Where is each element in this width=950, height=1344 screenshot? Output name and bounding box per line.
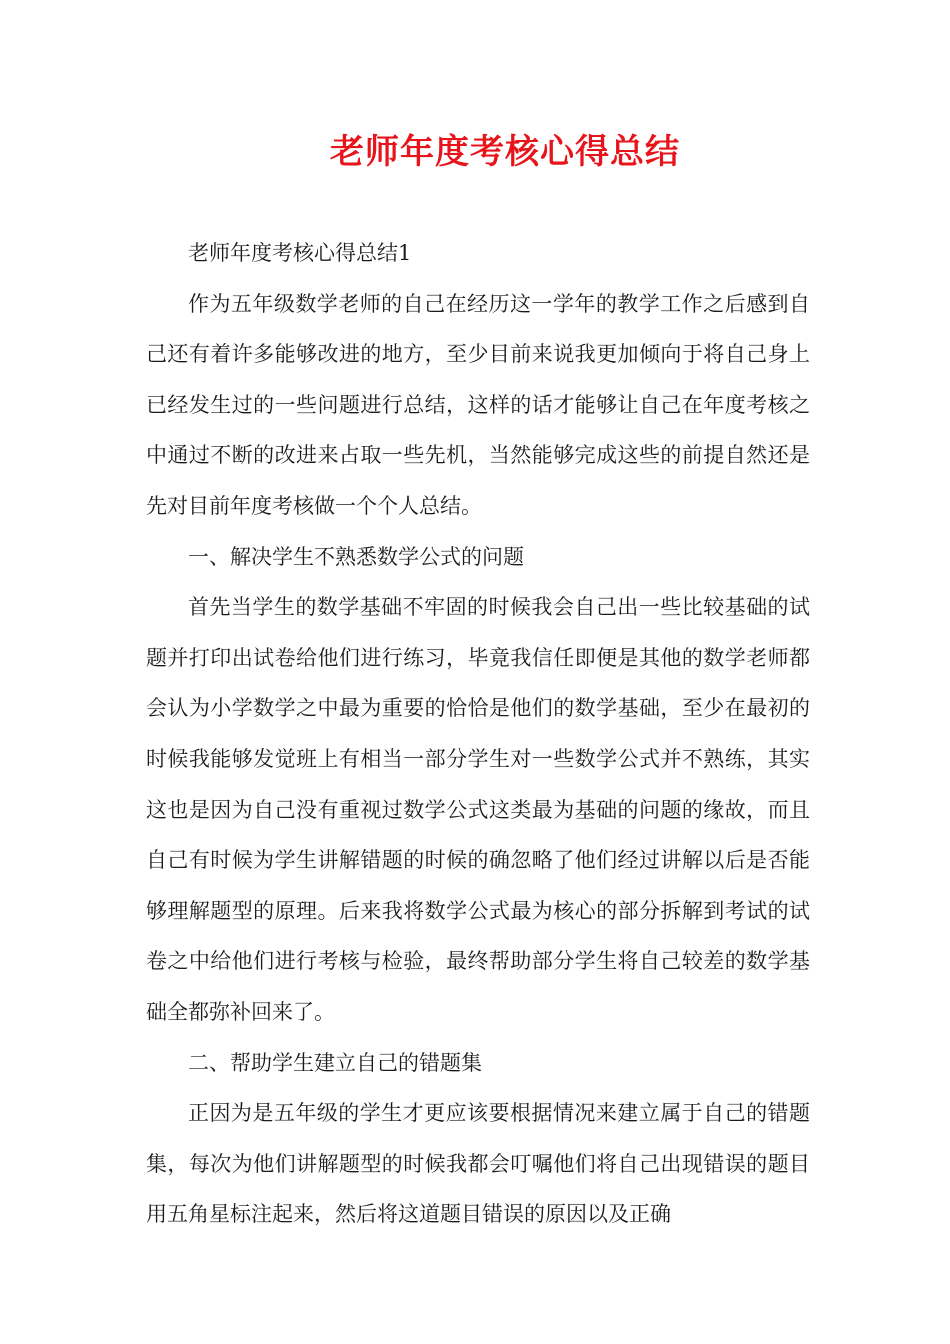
- paragraph: 作为五年级数学老师的自己在经历这一学年的教学工作之后感到自己还有着许多能够改进的地方，至少目前来说我更加倾向于将自己身上已经发生过的一些问题进行总结，这样的话才能够让自己在年度考核之中通过不断的改进来占取一些先机，当然能够完成这些的前提自然还是先对目前年度考核做一个个人总结。: [146, 291, 810, 518]
- paragraph: 正因为是五年级的学生才更应该要根据情况来建立属于自己的错题集，每次为他们讲解题型的时候我都会叮嘱他们将自己出现错误的题目用五角星标注起来，然后将这道题目错误的原因以及正确: [146, 1101, 810, 1227]
- document-title: 老师年度考核心得总结: [330, 132, 680, 172]
- section-heading: 老师年度考核心得总结1: [188, 241, 412, 265]
- document-body: [146, 228, 810, 1240]
- section-heading: 二、帮助学生建立自己的错题集: [188, 1050, 482, 1075]
- paragraph: 首先当学生的数学基础不牢固的时候我会自己出一些比较基础的试题并打印出试卷给他们进行练习，毕竟我信任即便是其他的数学老师都会认为小学数学之中最为重要的恰恰是他们的数学基础，至少在最初的时候我能够发觉班上有相当一部分学生对一些数学公式并不熟练，其实这也是因为自己没有重视过数学公式这类最为基础的问题的缘故，而且自己有时候为学生讲解错题的时候的确忽略了他们经过讲解以后是否能够理解题型的原理。后来我将数学公式最为核心的部分拆解到考试的试卷之中给他们进行考核与检验，最终帮助部分学生将自己较差的数学基础全都弥补回来了。: [146, 595, 810, 1024]
- section-heading: 一、解决学生不熟悉数学公式的问题: [188, 544, 524, 569]
